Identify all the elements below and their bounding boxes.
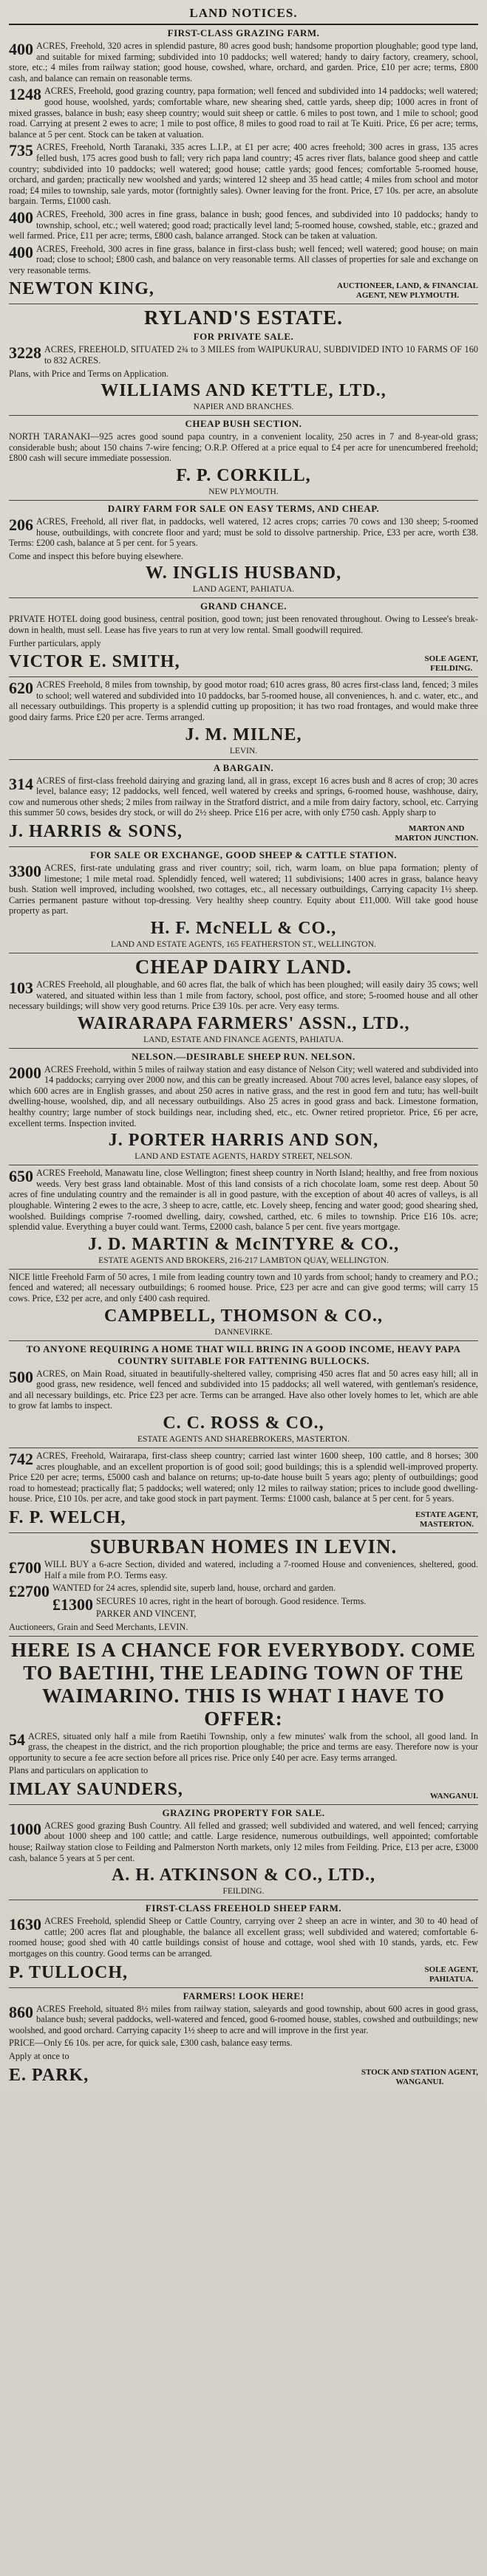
agent-address: FEILDING. <box>222 1887 265 1897</box>
ad-harris <box>9 762 478 843</box>
ad-paragraph: 1000 ACRES good grazing Bush Country. All felled and grassed; well subdivided and watered, and well fenced; carrying about 1000 sheep and 100 cattle; and cattle. Large residence, numerous outbuildings, well appointed; comfortable house; Railway station close to Feilding and Palmerston North markets, only 12 miles from Feilding. Price, £13 per acre, £3000 cash, balance 5 years at 5 per cent. <box>9 1819 478 1863</box>
agent-detail-line: ESTATE AGENT, <box>415 1510 478 1519</box>
ad-tulloch <box>9 1902 478 1984</box>
ad-paragraph: PRIVATE HOTEL doing good business, central position, good town; just been renovated throughout. Owing to Lessee's break-down in health, must sell. Lease has five years to run at very low rental. Small goodwill required. <box>9 614 478 635</box>
ad-ross <box>9 1343 478 1445</box>
page-title: LAND NOTICES. <box>189 6 298 20</box>
ad-lead-number: 103 <box>9 978 33 997</box>
ad-paragraph: 206 ACRES, Freehold, all river flat, in paddocks, well watered, 12 acres crops; carries 70 cows and 130 sheep; 5-roomed house, outbuildings, with concrete floor and yard; must be sold to dissolve partnership. Price, £33 per acre, worth £38. Terms: £200 cash, balance at 5 per cent. for 5 years. <box>9 515 478 549</box>
agent-address: LAND AND ESTATE AGENTS, 165 FEATHERSTON ST., WELLINGTON. <box>111 939 376 949</box>
agent-name: WILLIAMS AND KETTLE, LTD., <box>101 381 386 401</box>
ad-paragraph: 742 ACRES, Freehold, Wairarapa, first-class sheep country; carried last winter 1600 sheep, 100 cattle, and 8 horses; 300 acres ploughable, and an excellent proportion is of good soil; good buildings; this is a splendid well-improved property. Price £20 per acre; terms, £5000 cash and balance on returns; up-to-date house built 5 years ago; plenty of outbuildings; good road to homestead; practically flat; 5 paddocks; well watered; only 12 miles to railway station; prices to include good dwelling-house. Price, £10 10s. per acre, and take good stock in part payment. Terms: £1000 cash, balance at 5 per cent. for 5 years. <box>9 1449 478 1504</box>
ad-lead-number: 314 <box>9 774 33 793</box>
agent-detail-line: MASTERTON. <box>419 1519 474 1529</box>
agent-detail-line: MARTON JUNCTION. <box>395 833 478 843</box>
agent-name: IMLAY SAUNDERS, <box>9 1779 183 1799</box>
divider <box>9 1636 478 1637</box>
ad-paragraph: 400 ACRES, Freehold, 320 acres in splendid pasture, 80 acres good bush; handsome proportion ploughable; good type land, and suitable for mixed farming; subdivided into 10 paddocks; well watered; handy to dairy factory, creamery, school, store, etc.; 4 miles from railway station; good house, cowshed, whare, orchard, and garden. Price, £10 per acre; terms, £800 cash, and balance can remain on reasonable terms. <box>9 40 478 83</box>
agent-address: ESTATE AGENTS AND SHAREBROKERS, MASTERTON. <box>137 1434 350 1444</box>
ad-mcnell <box>9 849 478 950</box>
agent-name: J. D. MARTIN & McINTYRE & CO., <box>87 1234 400 1254</box>
ad-corkill <box>9 418 478 497</box>
agent-details <box>415 1510 478 1530</box>
agent-details <box>395 824 478 843</box>
divider <box>9 24 478 25</box>
ad-paragraph: NICE little Freehold Farm of 50 acres, 1 mile from leading country town and 10 yards from school; handy to creamery and P.O.; fenced and watered; all necessary outbuildings; 6 roomed house. Price, £23 per acre and can give good terms; will carry 15 cows. Price, £32 per acre, and only £400 cash required. <box>9 1271 478 1304</box>
ad-lead-number: £1300 <box>52 1594 93 1614</box>
ad-lead-number: 735 <box>9 141 33 160</box>
agent-name: J. PORTER HARRIS AND SON, <box>108 1131 379 1151</box>
agent-details <box>337 281 478 301</box>
agent-line <box>9 1962 478 1984</box>
agent-details <box>424 654 478 674</box>
ad-newton-king <box>9 27 478 301</box>
agent-name: F. P. CORKILL, <box>176 466 311 486</box>
ad-subhead: A BARGAIN. <box>213 761 274 773</box>
ad-lead-number: 3228 <box>9 343 41 363</box>
ad-subhead: GRAND CHANCE. <box>200 600 287 612</box>
ad-title: SUBURBAN HOMES IN LEVIN. <box>89 1535 398 1558</box>
ad-smith <box>9 600 478 674</box>
agent-address: DANNEVIRKE. <box>214 1327 273 1337</box>
agent-address: NAPIER AND BRANCHES. <box>193 402 294 412</box>
ad-paragraph: NORTH TARANAKI—925 acres good sound papa country, in a convenient locality, 250 acres in 7 and 8-year-old grass; considerable bush; about 150 chains 7-wire fencing; O.R.P. Offered at a price equal to £4 per acre for unencumbered freehold; £800 cash will secure immediate possession. <box>9 431 478 464</box>
ad-paragraph: 3228 ACRES, FREEHOLD, SITUATED 2¾ to 3 MILES from WAIPUKURAU, SUBDIVIDED INTO 10 FARMS OF 160 to 832 ACRES. <box>9 343 478 366</box>
ad-martin <box>9 1168 478 1266</box>
agent-detail-line: AGENT, NEW PLYMOUTH. <box>355 291 460 301</box>
agent-name: VICTOR E. SMITH, <box>9 652 180 672</box>
ad-atkinson <box>9 1807 478 1897</box>
agent-detail-line: STOCK AND STATION AGENT, <box>361 2067 478 2077</box>
divider <box>9 846 478 847</box>
ad-subhead: GRAZING PROPERTY FOR SALE. <box>162 1806 325 1818</box>
ad-lead-number: £700 <box>9 1558 41 1577</box>
agent-detail-line: PAHIATUA. <box>429 1974 474 1984</box>
agent-name: NEWTON KING, <box>9 279 154 299</box>
ad-subhead: FOR PRIVATE SALE. <box>193 331 294 343</box>
ad-paragraph: 3300 ACRES, first-rate undulating grass and river country; soil, rich, warm loam, on blue papa formation; plenty of limestone; 1 mile metal road. Splendidly fenced, well watered; 11 subdivisions; 1400 acres in grass, balance heavy bush. Station well improved, including woolshed, two cottages, etc., all necessary outbuildings, Carrying capacity 1½ sheep. Carries permanent pasture without top-dressing. Very healthy sheep country. Equity about £11,000. Will take good house property as part. <box>9 861 478 917</box>
agent-detail-line: MARTON AND <box>409 823 465 833</box>
agent-name: W. INGLIS HUSBAND, <box>145 564 342 583</box>
divider <box>9 1340 478 1341</box>
agent-detail-line: WANGANUI. <box>395 2077 444 2086</box>
agent-details <box>430 1792 478 1801</box>
ad-subhead: TO ANYONE REQUIRING A HOME THAT WILL BRING IN A GOOD INCOME, HEAVY PAPA COUNTRY SUITABLE FOR FATTENING BULLOCKS. <box>26 1343 461 1366</box>
ad-lead-number: 1000 <box>9 1819 41 1838</box>
agent-line <box>9 2064 478 2087</box>
ad-welch <box>9 1450 478 1530</box>
agent-name: WAIRARAPA FARMERS' ASSN., LTD., <box>77 1013 410 1033</box>
ad-lead-number: 3300 <box>9 861 41 880</box>
agent-detail-line: AUCTIONEER, LAND, & FINANCIAL <box>337 281 478 291</box>
ad-park <box>9 1990 478 2087</box>
agent-name: C. C. ROSS & CO., <box>163 1413 324 1433</box>
agent-name: J. M. MILNE, <box>185 724 302 744</box>
ad-paragraph: 314 ACRES of first-class freehold dairying and grazing land, all in grass, except 16 acres bush and 8 acres of crop; 30 acres level, balance easy; 12 paddocks, well fenced, well watered by creeks and springs, 6-roomed house, washhouse, dairy, cow and numerous other sheds; 2 miles from railway in the Stratford district, and a mile from dairy factory, school, etc. Carrying this summer 50 cows, besides dry stock, or will do 2½ sheep. Price £16 per acre, with only £750 cash. Apply sharp to <box>9 774 478 818</box>
ad-subhead: FARMERS! LOOK HERE! <box>183 1990 304 2001</box>
agent-name: CAMPBELL, THOMSON & CO., <box>104 1306 383 1326</box>
agent-detail-line: SOLE AGENT, <box>424 1964 478 1974</box>
ad-campbell <box>9 1272 478 1337</box>
ad-subhead: NELSON.—DESIRABLE SHEEP RUN. NELSON. <box>132 1050 355 1062</box>
agent-name: J. HARRIS & SONS, <box>9 821 183 841</box>
agent-details <box>361 2068 478 2087</box>
ad-paragraph: 500 ACRES, on Main Road, situated in beautifully-sheltered valley, comprising 450 acres flat and 50 acres easy hill; all in good grass, new residence, well fenced and subdivided into 15 paddocks; all well watered, with gentleman's residence, and all necessary buildings, etc. Price £23 per acre. Terms can be arranged. Have also other lovely homes to let, which are able to grow fat lambs to inspect. <box>9 1367 478 1411</box>
agent-address: NEW PLYMOUTH. <box>208 487 279 497</box>
agent-name: H. F. McNELL & CO., <box>150 918 337 938</box>
ad-subhead: DAIRY FARM FOR SALE ON EASY TERMS, AND CHEAP. <box>107 503 380 515</box>
agent-address: ESTATE AGENTS AND BROKERS, 216-217 LAMBTON QUAY, WELLINGTON. <box>98 1256 389 1265</box>
ad-husband <box>9 503 478 595</box>
agent-line <box>9 651 478 674</box>
ad-milne <box>9 679 478 756</box>
ad-lead-number: 500 <box>9 1367 33 1386</box>
agent-address: LAND AGENT, PAHIATUA. <box>192 585 295 595</box>
ad-lead-number: 742 <box>9 1449 33 1468</box>
ad-subhead: FIRST-CLASS FREEHOLD SHEEP FARM. <box>145 1902 342 1914</box>
ad-paragraph: £1300 SECURES 10 acres, right in the heart of borough. Good residence. Terms. <box>52 1594 367 1614</box>
ad-paragraph: 650 ACRES Freehold, Manawatu line, close Wellington; finest sheep country in North Island; healthy, and free from noxious weeds. Very best grass land obtainable. Most of this land consists of a rich chocolate loam, some rest deep. About 50 acres of fine undulating country and the remainder is all in good pasture, with the exception of about 40 acres of valleys, is all ploughable. Wintering 2 ewes to the acre, 3 sheep to acre, cattle, etc. Lovely sheep, fencing and water good; good shearing shed, woolshed. Buildings comprise 7-roomed dwelling, dairy, cowshed, carthed, etc. 6 miles to township. Price £16 10s. acre; splendid value. Everything a buyer could want. Terms, £2000 cash, balance 5 per cent. five years mortgage. <box>9 1167 478 1233</box>
divider <box>9 597 478 598</box>
divider <box>9 1532 478 1533</box>
agent-name: P. TULLOCH, <box>9 1962 129 1982</box>
ad-paragraph: 2000 ACRES Freehold, within 5 miles of railway station and easy distance of Nelson City; well watered and subdivided into 14 paddocks; carrying over 2000 now, and this can be greatly increased. About 700 acres level, balance easy slopes, of which 600 acres are in English grasses, and about 250 acres in native grass, and the rest in good fern and tutu; has well-built dwelling-house, woolshed, dip, and all necessary outbuildings. Also 25 acres in good grass and back. Limestone formation, healthy country; large number of stock buildings near, including shed, etc., etc. Owner retired proprietor. Price, £6 per acre, excellent terms. Inspection invited. <box>9 1063 478 1128</box>
agent-line <box>9 821 478 843</box>
agent-name: A. H. ATKINSON & CO., LTD., <box>111 1866 376 1885</box>
divider <box>9 500 478 501</box>
ad-paragraph: £700 WILL BUY a 6-acre Section, divided and watered, including a 7-roomed House and conveniences, sheltered, good. Half a mile from P.O. Terms easy. <box>9 1558 478 1580</box>
ad-lead-number: 860 <box>9 2002 33 2021</box>
ad-wairarapa <box>9 956 478 1045</box>
ad-paragraph: Plans, with Price and Terms on Application. <box>9 368 169 379</box>
ad-paragraph: Plans and particulars on application to <box>9 1765 149 1776</box>
agent-details <box>424 1965 478 1984</box>
agent-name: E. PARK, <box>9 2065 89 2085</box>
divider <box>9 1048 478 1049</box>
ads-column <box>9 27 478 2087</box>
ad-paragraph: 1248 ACRES, Freehold, good grazing country, papa formation; well fenced and subdivided into 14 paddocks; well watered; good house, woolshed, yards; comfortable whare, new shearing shed, cattle yards, sheep dip; 1000 acres in front of mixed grasses, balance in bush; easy sheep country; would suit sheep or cattle. 6 miles to post town, and 1 mile to school; good road. Carrying at present 2 ewes to acre; 1 mile to post office, 8 miles to good road to rail at Te Kuiti. Price, £6 per acre; terms, balance at 5 per cent. Stock can be taken at valuation. <box>9 85 478 140</box>
ad-lead-number: 1248 <box>9 85 41 104</box>
ad-title: CHEAP DAIRY LAND. <box>134 955 353 978</box>
ad-subhead: CHEAP BUSH SECTION. <box>185 418 302 430</box>
ad-paragraph: PRICE—Only £6 10s. per acre, for quick sale, £300 cash, balance easy terms. <box>9 2038 293 2049</box>
ad-paragraph: 103 ACRES Freehold, all ploughable, and 60 acres flat, the balk of which has been ploughed; will easily dairy 35 cows; well watered, and situated within less than 1 mile from factory, school, post office, and store; 5-roomed house and all other necessary buildings; will show very good returns. Price £39 10s. per acre. Very easy terms. <box>9 978 478 1012</box>
divider <box>9 1269 478 1270</box>
agent-address: LEVIN. <box>229 746 258 756</box>
ad-paragraph: 1630 ACRES Freehold, splendid Sheep or Cattle Country, carrying over 2 sheep an acre in winter, and 30 to 40 head of cattle; 200 acres flat and ploughable, the balance all excellent grass; well subdivided and watered; comfortable 6-roomed house; good shed with 40 cattle buildings consist of house and cottage, wool shed with 10 stands, yards, etc. Few mortgages on this country. Good terms can be arranged. <box>9 1915 478 1959</box>
divider <box>9 415 478 416</box>
ad-paragraph: 620 ACRES Freehold, 8 miles from township, by good motor road; 610 acres grass, 80 acres first-class land, fenced; 3 miles to school; well watered and subdivided into 10 paddocks, bar 5-roomed house, all conveniences, h. and c. water, etc., and all necessary outbuildings. This property is a splendid cutting up proposition; it has two road frontages, and would make three good dairy farms. Price £20 per acre. Terms arranged. <box>9 679 478 722</box>
ad-lead-number: 400 <box>9 208 33 227</box>
ad-suburban <box>9 1535 478 1633</box>
divider <box>9 1804 478 1805</box>
ad-lead-number: £2700 <box>9 1582 50 1601</box>
ad-lead-number: 54 <box>9 1730 25 1749</box>
ad-saunders <box>9 1639 478 1801</box>
ad-lead-number: 400 <box>9 40 33 58</box>
agent-address: LAND AND ESTATE AGENTS, HARDY STREET, NELSON. <box>134 1152 353 1162</box>
ad-paragraph: £2700 WANTED for 24 acres, splendid site, superb land, house, orchard and garden. <box>9 1582 336 1601</box>
ad-paragraph: Come and inspect this before buying elsewhere. <box>9 550 183 561</box>
agent-detail-line: FEILDING. <box>430 664 473 674</box>
agent-name: F. P. WELCH, <box>9 1507 126 1527</box>
ad-lead-number: 650 <box>9 1167 33 1186</box>
ad-paragraph: 860 ACRES Freehold, situated 8½ miles from railway station, saleyards and good township, about 600 acres in good grass, balance bush; several paddocks, well-watered and fenced, good 6-roomed house, stables, cowshed and outbuildings; new woolshed, and good orchard. Carrying capacity 1½ sheep to acre and will improve in the first year. <box>9 2002 478 2035</box>
divider <box>9 1987 478 1988</box>
ad-lead-number: 2000 <box>9 1063 41 1082</box>
agent-line <box>9 278 478 301</box>
ad-paragraph: 400 ACRES, Freehold, 300 acres in fine grass, balance in first-class bush; well fenced; well watered; good house; on main road; close to school; £800 cash, and balance on very reasonable terms. All classes of properties for sale and exchange on very reasonable terms. <box>9 242 478 275</box>
ad-subhead: FIRST-CLASS GRAZING FARM. <box>167 27 320 38</box>
ad-paragraph: 735 ACRES, Freehold, North Taranaki, 335 acres L.I.P., at £1 per acre; 400 acres freehold; 300 acres in grass, 135 acres felled bush, 175 acres good bush to fall; very rich papa land country; 45 acres river flats, balance good sheep and cattle country; subdivided into 10 paddocks; well watered; good house; cattle yards; good fences; comfortable 5-roomed house, orchard, and garden; practically new woolshed and yards; wintered 12 sheep and 35 head cattle; 4 miles from school and motor road; £4 miles to township, sale yards, motor (fortnightly sales). Owner leaving for the front. Price, £7 10s. per acre, an absolute bargain. Terms, £1000 cash. <box>9 141 478 207</box>
divider <box>9 676 478 677</box>
ad-paragraph: 400 ACRES, Freehold, 300 acres in fine grass, balance in bush; good fences, and subdivided into 10 paddocks; handy to township, school, etc.; well watered; good road; practically level land; 5-roomed house, cowshed, stable, etc.; grazed and well farmed. Price, £11 per acre; terms, £800 cash, balance arranged. Stock can be taken at valuation. <box>9 208 478 242</box>
ad-porter <box>9 1051 478 1162</box>
agent-detail-line: WANGANUI. <box>429 1791 478 1801</box>
divider <box>9 759 478 760</box>
ad-lead-number: 400 <box>9 242 33 261</box>
ad-lead-number: 1630 <box>9 1915 41 1934</box>
agent-detail-line: SOLE AGENT, <box>424 654 478 664</box>
ad-paragraph: Auctioneers, Grain and Seed Merchants, LEVIN. <box>9 1621 188 1632</box>
ad-ryland <box>9 306 478 412</box>
agent-address: LAND, ESTATE AND FINANCE AGENTS, PAHIATUA. <box>143 1035 344 1044</box>
ad-title: RYLAND'S ESTATE. <box>143 306 344 329</box>
ad-lead-number: 620 <box>9 679 33 698</box>
ad-title: HERE IS A CHANCE FOR EVERYBODY. COME TO BAETIHI, THE LEADING TOWN OF THE WAIMARINO. THIS IS WHAT I HAVE TO OFFER: <box>11 1638 476 1730</box>
ad-subhead: FOR SALE OR EXCHANGE, GOOD SHEEP & CATTLE STATION. <box>89 849 398 860</box>
ad-paragraph: 54 ACRES, situated only half a mile from Raetihi Township, only a few minutes' walk from the school, all good land. In grass, the cheapest in the district, and the rich proportion ploughable; the price and terms are easy. Therefore now is your opportunity to secure a fee acre section before all prices rise. Price only £40 per acre. Easy terms arranged. <box>9 1730 478 1763</box>
agent-line <box>9 1778 478 1801</box>
ad-paragraph: PARKER AND VINCENT, <box>96 1609 197 1620</box>
agent-line <box>9 1507 478 1530</box>
ad-lead-number: 206 <box>9 515 33 535</box>
ad-paragraph: Apply at once to <box>9 2051 69 2061</box>
ad-paragraph: Further particulars, apply <box>9 637 101 648</box>
